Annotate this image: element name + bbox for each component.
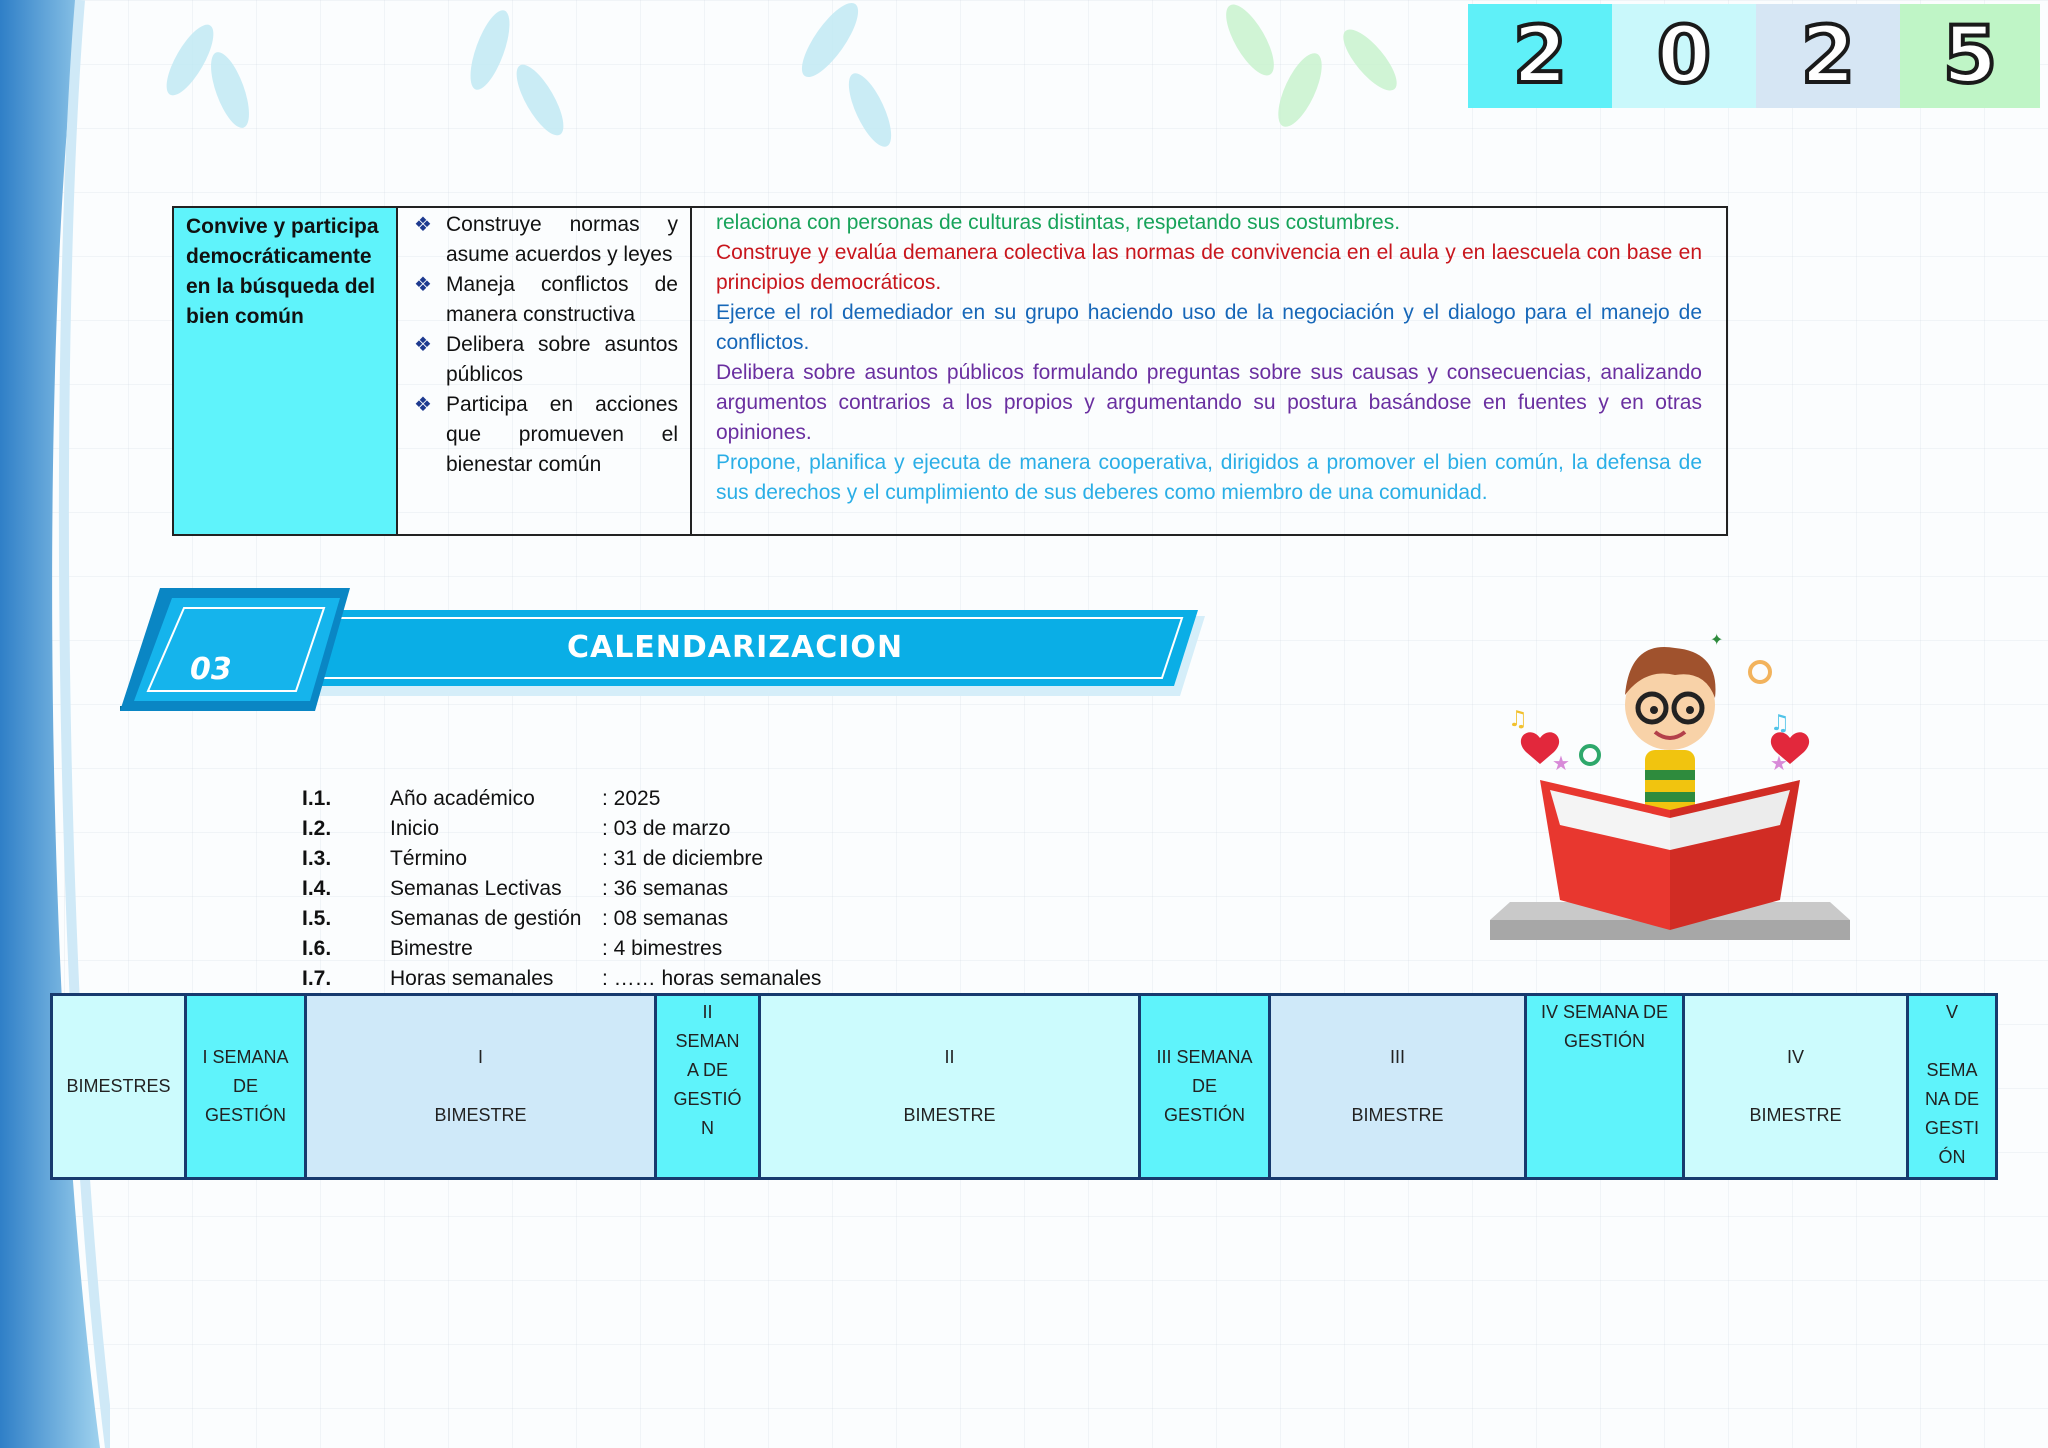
desempeno-text: Ejerce el rol demediador en su grupo haciendo uso de la negociación y el dialogo para el manejo de conflictos. [716, 301, 1702, 354]
svg-text:♫: ♫ [1508, 707, 1528, 732]
capacity-item: ❖ Construye normas y asume acuerdos y leyes [408, 210, 678, 270]
competence-name: Convive y participa democráticamente en la búsqueda del bien común [173, 207, 397, 535]
calendar-cell-line: ÓN [1938, 1147, 1966, 1167]
calendar-cell-line: I SEMANA [202, 1047, 289, 1067]
year-digit: 5 [1900, 4, 2040, 108]
calendar-cell-line [1275, 1072, 1520, 1101]
calendar-info-list [302, 784, 821, 994]
info-row: I.2. Inicio : 03 de marzo [302, 817, 731, 840]
info-row: I.4. Semanas Lectivas : 36 semanas [302, 877, 729, 900]
calendar-cell-line [1913, 1027, 1991, 1056]
calendar-cell-line: BIMESTRES [66, 1076, 171, 1096]
year-header [1468, 4, 2040, 108]
calendar-cell [52, 995, 186, 1179]
calendar-cell [186, 995, 306, 1179]
diamond-bullet-icon: ❖ [414, 214, 432, 236]
calendar-cell-line: GESTIÓN [204, 1105, 286, 1125]
section-title: CALENDARIZACION [566, 630, 904, 665]
calendar-row [52, 995, 1997, 1179]
info-row: I.7. Horas semanales : …… horas semanales [302, 967, 822, 990]
calendar-cell-line: DE [1191, 1076, 1217, 1096]
info-row: I.5. Semanas de gestión : 08 semanas [302, 907, 729, 930]
capacity-item: ❖ Maneja conflictos de manera constructiva [408, 270, 678, 330]
calendar-cell [1270, 995, 1526, 1179]
competence-table [172, 206, 1728, 536]
capacity-item: ❖ Delibera sobre asuntos públicos [408, 330, 678, 390]
desempeno-text: relaciona con personas de culturas distintas, respetando sus costumbres. [716, 211, 1401, 234]
info-row: I.1. Año académico : 2025 [302, 787, 661, 810]
calendar-cell-line: N [701, 1118, 714, 1138]
section-number: 03 [190, 652, 232, 687]
calendar-cell [760, 995, 1140, 1179]
diamond-bullet-icon: ❖ [414, 334, 432, 356]
calendar-cell-line [765, 1072, 1134, 1101]
calendar-cell-line: II [944, 1047, 955, 1067]
calendar-cell [1684, 995, 1908, 1179]
left-decorative-band [0, 0, 110, 1448]
year-digit: 2 [1468, 4, 1612, 108]
calendar-cell-line: NA DE [1924, 1089, 1980, 1109]
diamond-bullet-icon: ❖ [414, 394, 432, 416]
year-digit: 2 [1756, 4, 1900, 108]
calendar-cell-line: IV SEMANA DE [1540, 1002, 1669, 1022]
child-reading-illustration [1470, 620, 1870, 960]
diamond-bullet-icon: ❖ [414, 274, 432, 296]
calendar-cell-line: SEMAN [675, 1031, 740, 1051]
calendar-cell-line: BIMESTRE [903, 1105, 996, 1125]
calendar-cell-line: I [477, 1047, 483, 1067]
capacity-item: ❖ Participa en acciones que promueven el bienestar común [408, 390, 678, 480]
calendar-cell-line: BIMESTRE [434, 1105, 527, 1125]
calendar-cell-line: BIMESTRE [1749, 1105, 1842, 1125]
calendar-cell-line [311, 1072, 650, 1101]
desempeno-text: Propone, planifica y ejecuta de manera cooperativa, dirigidos a promover el bien común, la defensa de sus derechos y el cumplimiento de sus deberes como miembro de una comunidad. [716, 451, 1702, 504]
calendar-cell [306, 995, 656, 1179]
calendar-cell-line: V [1945, 1002, 1958, 1022]
calendar-cell [1908, 995, 1997, 1179]
info-row: I.6. Bimestre : 4 bimestres [302, 937, 723, 960]
calendar-cell [1526, 995, 1684, 1179]
decorative-leaves [70, 0, 1490, 190]
year-digit: 0 [1612, 4, 1756, 108]
svg-text:♫: ♫ [1770, 711, 1790, 736]
calendar-cell-line: III [1389, 1047, 1405, 1067]
calendar-cell-line: II [702, 1002, 713, 1022]
calendar-cell-line: GESTIÓ [673, 1089, 742, 1109]
svg-text:★: ★ [1770, 751, 1788, 775]
calendar-cell [1140, 995, 1270, 1179]
calendar-cell-line: DE [232, 1076, 258, 1096]
calendar-cell-line: GESTIÓN [1163, 1105, 1245, 1125]
calendar-cell-line: BIMESTRE [1351, 1105, 1444, 1125]
desempeno-text: Construye y evalúa demanera colectiva las normas de convivencia en el aula y en laescuela con base en principios democráticos. [716, 241, 1702, 294]
calendar-cell-line: SEMA [1926, 1060, 1978, 1080]
calendar-cell [656, 995, 760, 1179]
calendar-table [50, 993, 1998, 1180]
calendar-cell-line: GESTI [1924, 1118, 1979, 1138]
info-row: I.3. Término : 31 de diciembre [302, 847, 764, 870]
calendar-cell-line: GESTIÓN [1563, 1031, 1645, 1051]
calendar-cell-line [1689, 1072, 1902, 1101]
calendar-cell-line: IV [1786, 1047, 1804, 1067]
calendar-cell-line: A DE [686, 1060, 729, 1080]
svg-text:✦: ✦ [1710, 630, 1724, 649]
desempeno-text: Delibera sobre asuntos públicos formulando preguntas sobre sus causas y consecuencias, analizando argumentos contrarios a los propios y argumentando su postura basándose en fuentes y en otras opiniones. [716, 361, 1702, 444]
capacities-cell [397, 207, 691, 535]
calendar-cell-line: III SEMANA [1156, 1047, 1253, 1067]
svg-text:★: ★ [1552, 751, 1570, 775]
desempenos-cell [691, 207, 1727, 535]
